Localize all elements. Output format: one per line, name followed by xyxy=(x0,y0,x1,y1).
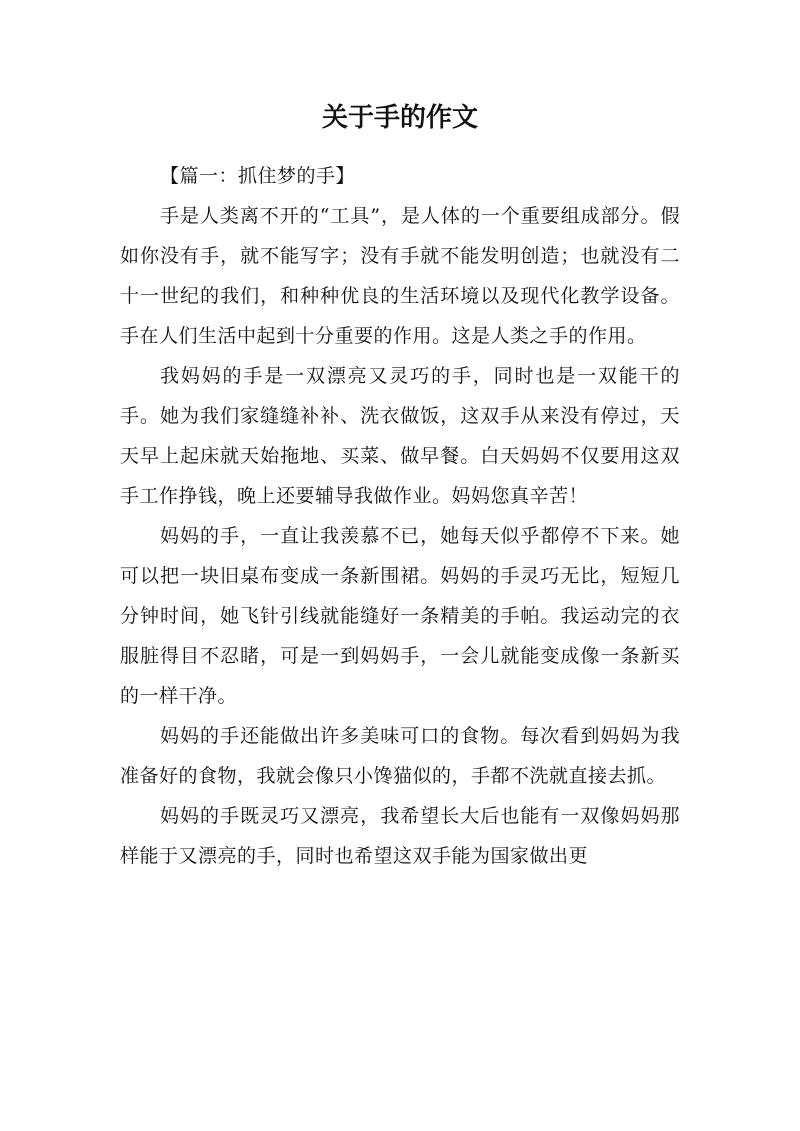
paragraph-1: 手是人类离不开的“工具”，是人体的一个重要组成部分。假如你没有手，就不能写字；没有手就不能发明创造；也就没有二十一世纪的我们，和种种优良的生活环境以及现代化教学设备。手在人们生活中起到十分重要的作用。这是人类之手的作用。 xyxy=(120,205,680,347)
paragraph-4: 妈妈的手还能做出许多美味可口的食物。每次看到妈妈为我准备好的食物，我就会像只小馋猫似的，手都不洗就直接去抓。 xyxy=(120,725,680,787)
section-heading: 【篇一：抓住梦的手】 xyxy=(160,165,356,187)
document-body xyxy=(120,156,680,876)
paragraph-5: 妈妈的手既灵巧又漂亮，我希望长大后也能有一双像妈妈那样能于又漂亮的手，同时也希望这双手能为国家做出更 xyxy=(120,805,680,867)
document-page xyxy=(120,0,680,1131)
document-title: 关于手的作文 xyxy=(321,103,478,133)
paragraph-2: 我妈妈的手是一双漂亮又灵巧的手，同时也是一双能干的手。她为我们家缝缝补补、洗衣做饭，这双手从来没有停过，天天早上起床就天始拖地、买菜、做早餐。白天妈妈不仅要用这双手工作挣钱，晚上还要辅导我做作业。妈妈您真辛苦！ xyxy=(120,365,680,507)
paragraph-3: 妈妈的手，一直让我羡慕不已，她每天似乎都停不下来。她可以把一块旧桌布变成一条新围裙。妈妈的手灵巧无比，短短几分钟时间，她飞针引线就能缝好一条精美的手帕。我运动完的衣服脏得目不忍睹，可是一到妈妈手，一会儿就能变成像一条新买的一样干净。 xyxy=(120,525,680,707)
